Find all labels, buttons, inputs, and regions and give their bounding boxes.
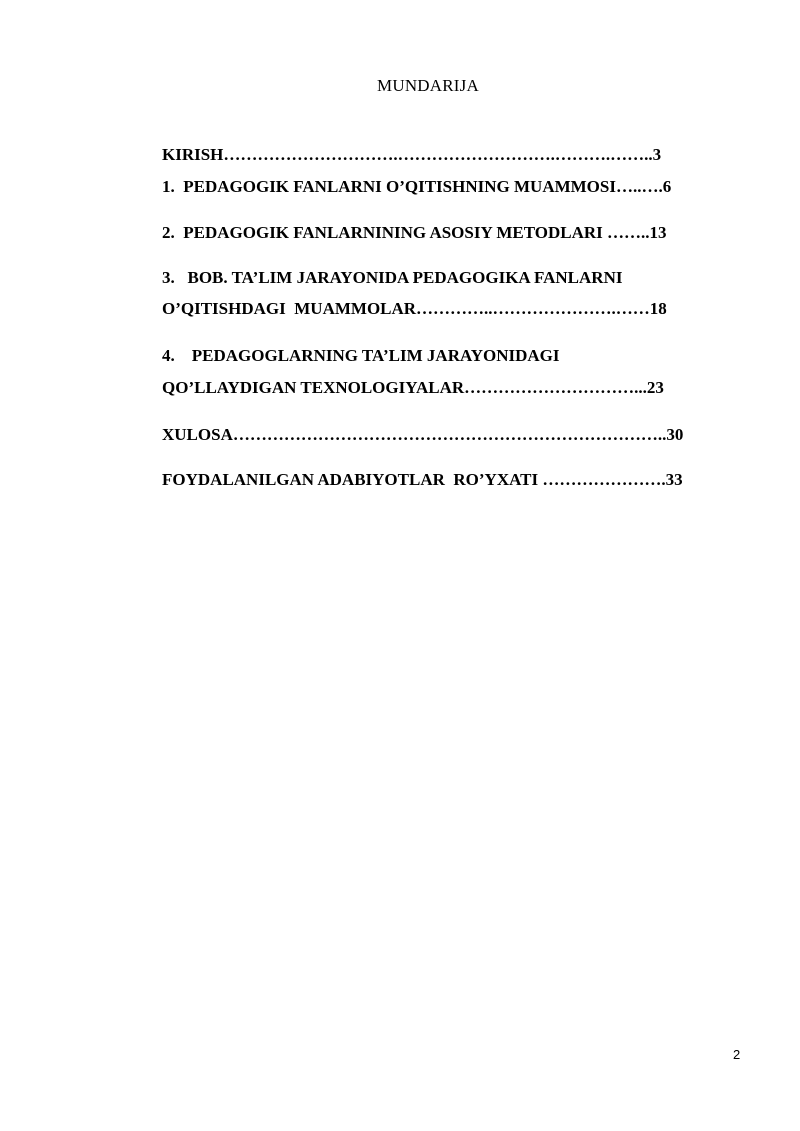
- toc-entry-2: 2. PEDAGOGIK FANLARNINING ASOSIY METODLARI ……..13: [162, 223, 667, 242]
- toc-entry-references: FOYDALANILGAN ADABIYOTLAR RO’YXATI ………………….33: [162, 470, 683, 489]
- toc-entry-4-line2: QO’LLAYDIGAN TEXNOLOGIYALAR…………………………...23: [162, 378, 664, 397]
- page-number: 2: [733, 1047, 741, 1062]
- toc-entry-kirish: KIRISH………………………….……………………….……….……..3: [162, 145, 662, 164]
- toc-entry-4-line1: 4. PEDAGOGLARNING TA’LIM JARAYONIDAGI: [162, 346, 560, 365]
- contents-heading: MUNDARIJA: [377, 76, 479, 95]
- toc-entry-3-line2: O’QITISHDAGI MUAMMOLAR…………..………………….……18: [162, 299, 667, 318]
- toc-entry-1: 1. PEDAGOGIK FANLARNI O’QITISHNING MUAMMOSI…..….6: [162, 177, 672, 196]
- toc-entry-xulosa: XULOSA…………………………………………………………………..30: [162, 425, 684, 444]
- toc-entry-3-line1: 3. BOB. TA’LIM JARAYONIDA PEDAGOGIKA FANLARNI: [162, 268, 623, 287]
